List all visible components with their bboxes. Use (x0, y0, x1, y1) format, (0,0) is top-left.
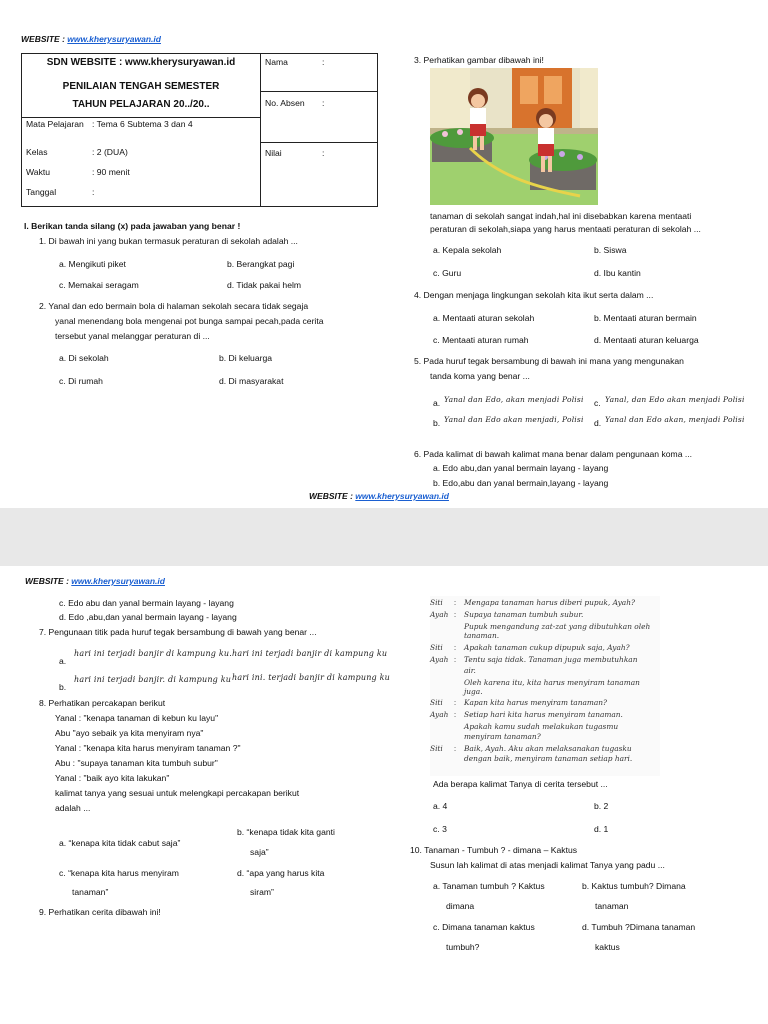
q4-option-a[interactable]: a. Mentaati aturan sekolah (433, 313, 535, 323)
question-3: 3. Perhatikan gambar dibawah ini! (414, 55, 544, 65)
q8-option-c[interactable]: c. “kenapa kita harus menyiram (59, 868, 179, 878)
page-1 (0, 0, 768, 508)
dialog-line-3: Yanal : "kenapa kita harus menyiram tanaman ?" (55, 743, 241, 753)
q3-option-a[interactable]: a. Kepala sekolah (433, 245, 502, 255)
q10-option-c[interactable]: c. Dimana tanaman kaktus (433, 922, 535, 932)
dialog-line-2: Abu "ayo sebaik ya kita menyiram nya" (55, 728, 204, 738)
q1-option-d[interactable]: d. Tidak pakai helm (227, 280, 302, 290)
question-9-prompt: Ada berapa kalimat Tanya di cerita tersebut ... (433, 779, 608, 789)
question-5-line-2: tanda koma yang benar ... (430, 371, 530, 381)
waktu-label: Waktu (26, 167, 51, 177)
nama-field[interactable]: : (322, 57, 325, 67)
q7-option-a-1[interactable]: hari ini terjadi banjir di kampung ku. (74, 649, 233, 658)
question-3-line-1: tanaman di sekolah sangat indah,hal ini disebabkan karena mentaati (430, 211, 692, 221)
school-name: SDN WEBSITE : www.kherysuryawan.id (46, 57, 236, 68)
q10-option-d[interactable]: d. Tumbuh ?Dimana tanaman (582, 922, 696, 932)
question-2-line-3: tersebut yanal melanggar peraturan di ... (55, 331, 210, 341)
website-link[interactable]: www.kherysuryawan.id (67, 34, 161, 44)
q2-option-b[interactable]: b. Di keluarga (219, 353, 273, 363)
question-8-line-8: adalah ... (55, 803, 91, 813)
dialog-text: dengan baik, menyiram tanaman setiap hari. (464, 754, 633, 763)
q10-option-a[interactable]: a. Tanaman tumbuh ? Kaktus (433, 881, 545, 891)
question-7: 7. Pengunaan titik pada huruf tegak bersambung di bawah yang benar ... (39, 627, 317, 637)
dialog-text: Apakah kamu sudah melakukan tugasmu (464, 722, 619, 731)
q1-option-a[interactable]: a. Mengikuti piket (59, 259, 126, 269)
q5-option-a-label[interactable]: a. (433, 398, 441, 408)
q9-option-d[interactable]: d. 1 (594, 824, 609, 834)
question-10: 10. Tanaman - Tumbuh ? - dimana – Kaktus (410, 845, 578, 855)
q2-option-a[interactable]: a. Di sekolah (59, 353, 109, 363)
mapel-label: Mata Pelajaran (26, 119, 84, 129)
dialog-text: Setiap hari kita harus menyiram tanaman. (464, 710, 623, 719)
nilai-field[interactable]: : (322, 148, 325, 158)
dialog-text: Oleh karena itu, kita harus menyiram tanaman (464, 678, 640, 687)
q7-option-a-label[interactable]: a. (59, 656, 67, 666)
dialog-line-4: Abu : "supaya tanaman kita tumbuh subur" (55, 758, 218, 768)
q6-option-c[interactable]: c. Edo abu dan yanal bermain layang - layang (59, 598, 234, 608)
q5-option-c-label[interactable]: c. (594, 398, 601, 408)
question-10-line-2: Susun lah kalimat di atas menjadi kalimat Tanya yang padu ... (430, 860, 665, 870)
dialog-text: juga. (464, 687, 483, 696)
waktu-value: : 90 menit (92, 167, 130, 177)
question-6: 6. Pada kalimat di bawah kalimat mana benar dalam pengunaan koma ... (414, 449, 693, 459)
q8-option-d-cont[interactable]: siram” (250, 887, 274, 897)
dialog-text: Baik, Ayah. Aku akan melaksanakan tugasku (464, 744, 632, 753)
question-5-line-1: 5. Pada huruf tegak bersambung di bawah ini mana yang mengunakan (414, 356, 684, 366)
tanggal-value: : (92, 187, 95, 197)
dialog-text: Supaya tanaman tumbuh subur. (464, 610, 584, 619)
question-9: 9. Perhatikan cerita dibawah ini! (39, 907, 161, 917)
dialog-text: menyiram tanaman? (464, 732, 541, 741)
school-year: TAHUN PELAJARAN 20../20.. (72, 99, 210, 110)
q2-option-c[interactable]: c. Di rumah (59, 376, 103, 386)
question-3-line-2: peraturan di sekolah,siapa yang harus mentaati peraturan di sekolah ... (430, 224, 701, 234)
section-instruction: I. Berikan tanda silang (x) pada jawaban yang benar ! (24, 221, 241, 231)
tanggal-label: Tanggal (26, 187, 57, 197)
dialog-text: Pupuk mengandung zat-zat yang dibutuhkan oleh (464, 622, 651, 631)
question-4: 4. Dengan menjaga lingkungan sekolah kita ikut serta dalam ... (414, 290, 654, 300)
story-dialog-image: Siti : Mengapa tanaman harus diberi pupuk, Ayah? Ayah : Supaya tanaman tumbuh subur. Pupuk mengandung zat-zat yang dibutuhkan oleh tanaman. Siti : Apakah tanaman cukup dipupuk saja, Ayah? Ayah : Tentu saja tidak. Tanaman juga membutuhkan air. Oleh karena itu, kita harus menyiram tanaman juga. Siti : Kapan kita harus menyiram tanaman? Ayah : Setiap hari kita harus menyiram tanaman. Apakah kamu sudah melakukan tugasmu menyiram tanaman? Siti : Baik, Ayah. Aku akan melaksanakan tugasku dengan baik, menyiram tanaman setiap hari. (430, 596, 660, 776)
q7-option-b-label[interactable]: b. (59, 682, 67, 692)
q6-option-b[interactable]: b. Edo,abu dan yanal bermain,layang - layang (433, 478, 609, 488)
q10-option-b[interactable]: b. Kaktus tumbuh? Dimana (582, 881, 686, 891)
q6-option-d[interactable]: d. Edo ,abu,dan yanal bermain layang - layang (59, 612, 237, 622)
nama-label: Nama (265, 57, 288, 67)
dialog-text: Apakah tanaman cukup dipupuk saja, Ayah? (464, 643, 630, 652)
q5-option-d-label[interactable]: d. (594, 418, 602, 428)
q1-option-c[interactable]: c. Memakai seragam (59, 280, 139, 290)
q8-option-a[interactable]: a. “kenapa kita tidak cabut saja” (59, 838, 181, 848)
q9-option-c[interactable]: c. 3 (433, 824, 447, 834)
dialog-text: tanaman. (464, 631, 500, 640)
q3-option-c[interactable]: c. Guru (433, 268, 462, 278)
question-2-line-2: yanal menendang bola mengenai pot bunga sampai pecah,pada cerita (55, 316, 324, 326)
q10-option-d-cont[interactable]: kaktus (595, 942, 620, 952)
q5-option-a[interactable]: Yanal dan Edo, akan menjadi Polisi (444, 395, 584, 404)
q3-option-b[interactable]: b. Siswa (594, 245, 627, 255)
website-header: WEBSITE : www.kherysuryawan.id (21, 34, 161, 44)
question-1: 1. Di bawah ini yang bukan termasuk peraturan di sekolah adalah ... (39, 236, 298, 246)
q3-option-d[interactable]: d. Ibu kantin (594, 268, 641, 278)
q9-option-b[interactable]: b. 2 (594, 801, 609, 811)
q8-option-b[interactable]: b. “kenapa tidak kita ganti (237, 827, 335, 837)
nilai-label: Nilai (265, 148, 282, 158)
kelas-label: Kelas (26, 147, 48, 157)
q5-option-d[interactable]: Yanal dan Edo akan, menjadi Polisi (605, 415, 745, 424)
dialog-text: air. (464, 666, 476, 675)
mapel-value: : Tema 6 Subtema 3 dan 4 (92, 119, 193, 129)
question-8: 8. Perhatikan percakapan berikut (39, 698, 166, 708)
website-footer: WEBSITE : www.kherysuryawan.id (309, 491, 449, 501)
question-2-line-1: 2. Yanal dan edo bermain bola di halaman sekolah secara tidak segaja (39, 301, 309, 311)
q7-option-b-1[interactable]: hari ini terjadi banjir. di kampung ku (74, 675, 232, 684)
q4-option-d[interactable]: d. Mentaati aturan keluarga (594, 335, 699, 345)
q5-option-b-label[interactable]: b. (433, 418, 441, 428)
q5-option-c[interactable]: Yanal, dan Edo akan menjadi Polisi (605, 395, 745, 404)
question-8-line-7: kalimat tanya yang sesuai untuk melengkapi percakapan berikut (55, 788, 300, 798)
q8-option-b-cont[interactable]: saja” (250, 847, 269, 857)
dialog-text: Mengapa tanaman harus diberi pupuk, Ayah? (464, 598, 635, 607)
dialog-text: Tentu saja tidak. Tanaman juga membutuhkan (464, 655, 638, 664)
q8-option-c-cont[interactable]: tanaman” (72, 887, 109, 897)
q1-option-b[interactable]: b. Berangkat pagi (227, 259, 295, 269)
q10-option-a-cont[interactable]: dimana (446, 901, 475, 911)
website-link[interactable]: www.kherysuryawan.id (355, 491, 449, 501)
q10-option-b-cont[interactable]: tanaman (595, 901, 629, 911)
dialog-line-1: Yanal : "kenapa tanaman di kebun ku layu" (55, 713, 219, 723)
absen-field[interactable]: : (322, 98, 325, 108)
q4-option-c[interactable]: c. Mentaati aturan rumah (433, 335, 529, 345)
absen-label: No. Absen (265, 98, 305, 108)
dialog-line-5: Yanal : "baik ayo kita lakukan" (55, 773, 170, 783)
garden-illustration (430, 68, 598, 205)
q9-option-a[interactable]: a. 4 (433, 801, 448, 811)
website-header-page-2: WEBSITE : www.kherysuryawan.id (25, 576, 165, 586)
q4-option-b[interactable]: b. Mentaati aturan bermain (594, 313, 697, 323)
kelas-value: : 2 (DUA) (92, 147, 128, 157)
q7-option-a-2[interactable]: hari ini terjadi banjir di kampung ku (232, 649, 388, 658)
q6-option-a[interactable]: a. Edo abu,dan yanal bermain layang - layang (433, 463, 609, 473)
website-link[interactable]: www.kherysuryawan.id (71, 576, 165, 586)
q5-option-b[interactable]: Yanal dan Edo akan menjadi, Polisi (444, 415, 584, 424)
exam-title: PENILAIAN TENGAH SEMESTER (62, 81, 220, 92)
q7-option-b-2[interactable]: hari ini. terjadi banjir di kampung ku (232, 673, 391, 682)
exam-header-table (21, 53, 378, 207)
dialog-text: Kapan kita harus menyiram tanaman? (464, 698, 607, 707)
q2-option-d[interactable]: d. Di masyarakat (219, 376, 284, 386)
q10-option-c-cont[interactable]: tumbuh? (446, 942, 480, 952)
q8-option-d[interactable]: d. “apa yang harus kita (237, 868, 325, 878)
